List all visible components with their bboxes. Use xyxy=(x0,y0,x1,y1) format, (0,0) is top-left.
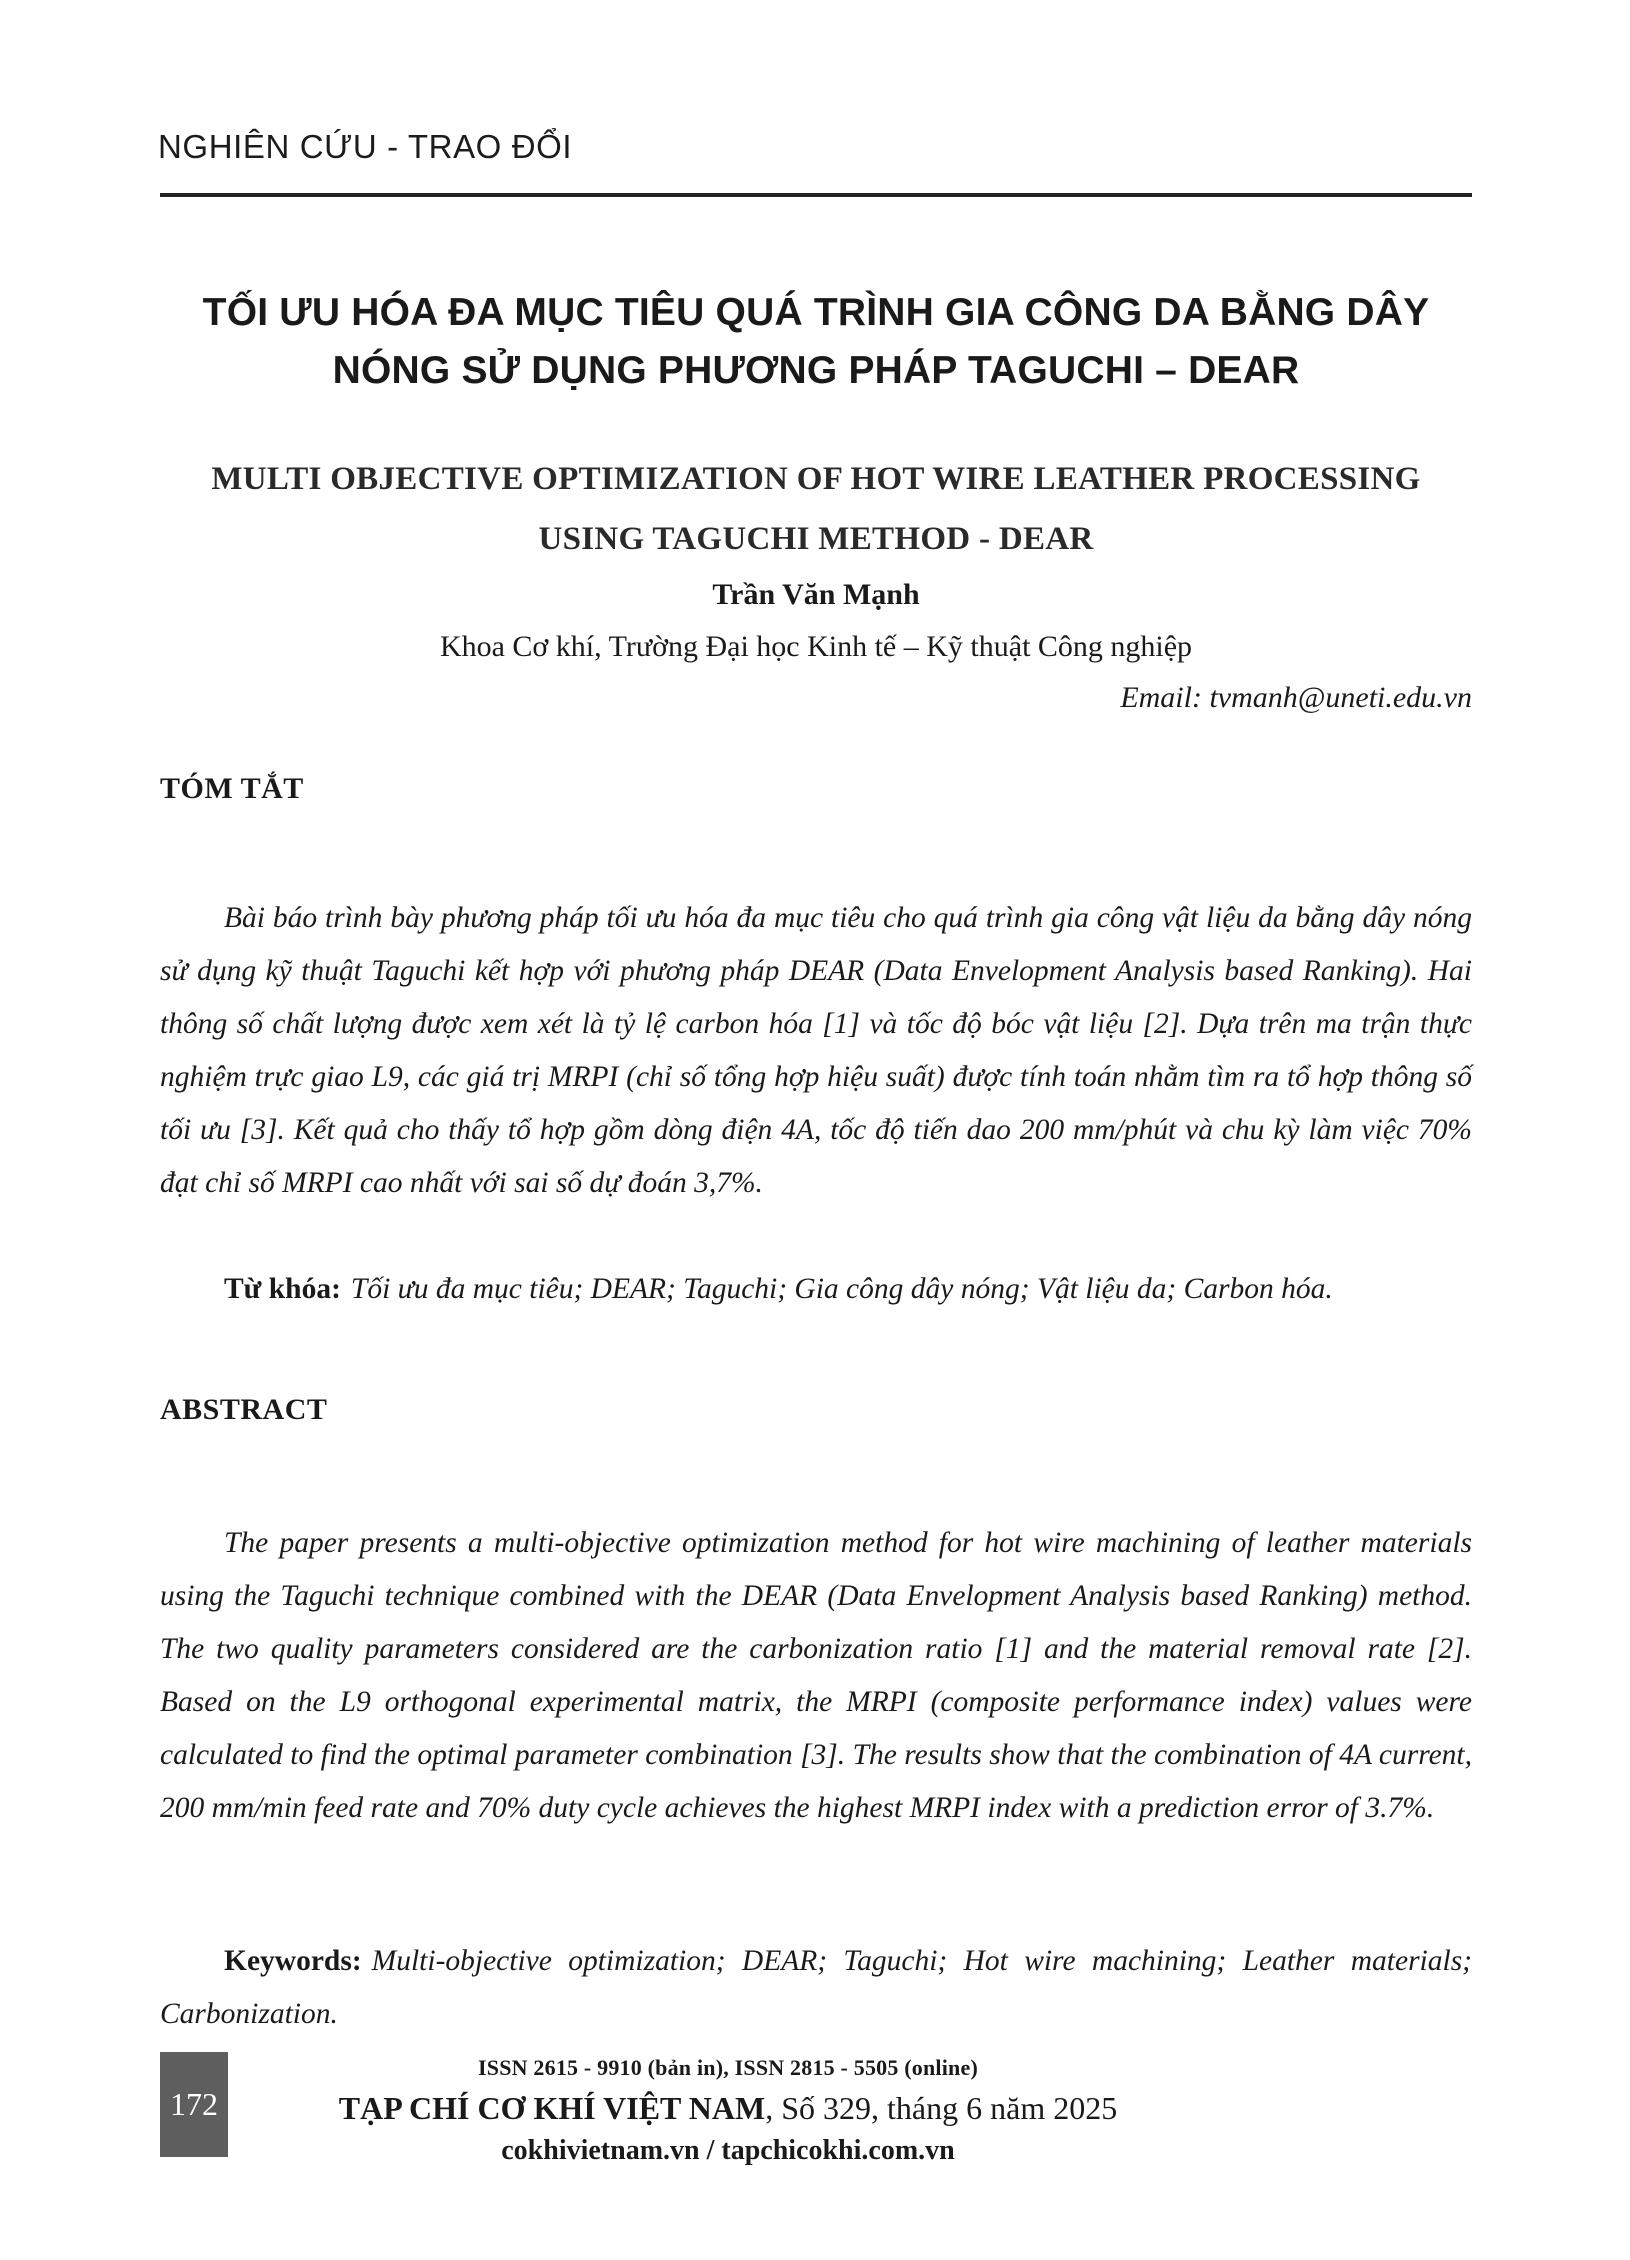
page-footer xyxy=(160,2052,1472,2172)
footer-journal-name: TẠP CHÍ CƠ KHÍ VIỆT NAM xyxy=(338,2090,766,2126)
keywords-vietnamese-text: Tối ưu đa mục tiêu; DEAR; Taguchi; Gia công dây nóng; Vật liệu da; Carbon hóa. xyxy=(350,1272,1333,1305)
footer-text-block xyxy=(228,2050,1228,2172)
footer-issn: ISSN 2615 - 9910 (bản in), ISSN 2815 - 5505 (online) xyxy=(478,2055,978,2080)
keywords-vietnamese xyxy=(160,1263,1472,1316)
abstract-english xyxy=(160,1517,1472,1835)
keywords-vietnamese-label: Từ khóa: xyxy=(224,1272,341,1305)
page-number-badge: 172 xyxy=(160,2052,228,2157)
abstract-vietnamese xyxy=(160,892,1472,1210)
keywords-english xyxy=(160,1935,1472,2041)
page-title-vietnamese: TỐI ƯU HÓA ĐA MỤC TIÊU QUÁ TRÌNH GIA CÔNG DA BẰNG DÂY NÓNG SỬ DỤNG PHƯƠNG PHÁP TAGUCHI – DEAR xyxy=(202,291,1430,393)
abstract-vietnamese-text: Bài báo trình bày phương pháp tối ưu hóa đa mục tiêu cho quá trình gia công vật liệu da bằng dây nóng sử dụng kỹ thuật Taguchi kết hợp với phương pháp DEAR (Data Envelopment Analysis based Ranking). Hai thông số chất lượng được xem xét là tỷ lệ carbon hóa [1] và tốc độ bóc vật liệu [2]. Dựa trên ma trận thực nghiệm trực giao L9, các giá trị MRPI (chỉ số tổng hợp hiệu suất) được tính toán nhằm tìm ra tổ hợp thông số tối ưu [3]. Kết quả cho thấy tổ hợp gồm dòng điện 4A, tốc độ tiến dao 200 mm/phút và chu kỳ làm việc 70% đạt chỉ số MRPI cao nhất với sai số dự đoán 3,7%. xyxy=(160,901,1472,1199)
running-head: NGHIÊN CỨU - TRAO ĐỔI xyxy=(158,128,573,165)
abstract-english-text: The paper presents a multi-objective optimization method for hot wire machining of leather materials using the Taguchi technique combined with the DEAR (Data Envelopment Analysis based Ranking) method. The two quality parameters considered are the carbonization ratio [1] and the material removal rate [2]. Based on the L9 orthogonal experimental matrix, the MRPI (composite performance index) values were calculated to find the optimal parameter combination [3]. The results show that the combination of 4A current, 200 mm/min feed rate and 70% duty cycle achieves the highest MRPI index with a prediction error of 3.7%. xyxy=(160,1526,1472,1824)
section-heading-tomtat: TÓM TẮT xyxy=(160,772,304,805)
author-email: Email: tvmanh@uneti.edu.vn xyxy=(1120,681,1472,714)
author-name: Trần Văn Mạnh xyxy=(712,578,920,611)
keywords-english-text: Multi-objective optimization; DEAR; Taguchi; Hot wire machining; Leather materials; Carbonization. xyxy=(160,1944,1472,2030)
page-title-english: MULTI OBJECTIVE OPTIMIZATION OF HOT WIRE LEATHER PROCESSING USING TAGUCHI METHOD - DEAR xyxy=(211,461,1421,558)
footer-journal-issue: , Số 329, tháng 6 năm 2025 xyxy=(765,2090,1118,2126)
footer-urls[interactable]: cokhivietnam.vn / tapchicokhi.com.vn xyxy=(501,2135,955,2166)
header-rule xyxy=(160,193,1472,197)
keywords-english-label: Keywords: xyxy=(224,1944,362,1977)
section-heading-abstract: ABSTRACT xyxy=(160,1393,328,1426)
author-affiliation: Khoa Cơ khí, Trường Đại học Kinh tế – Kỹ thuật Công nghiệp xyxy=(439,630,1193,663)
footer-journal-line xyxy=(228,2086,1228,2130)
